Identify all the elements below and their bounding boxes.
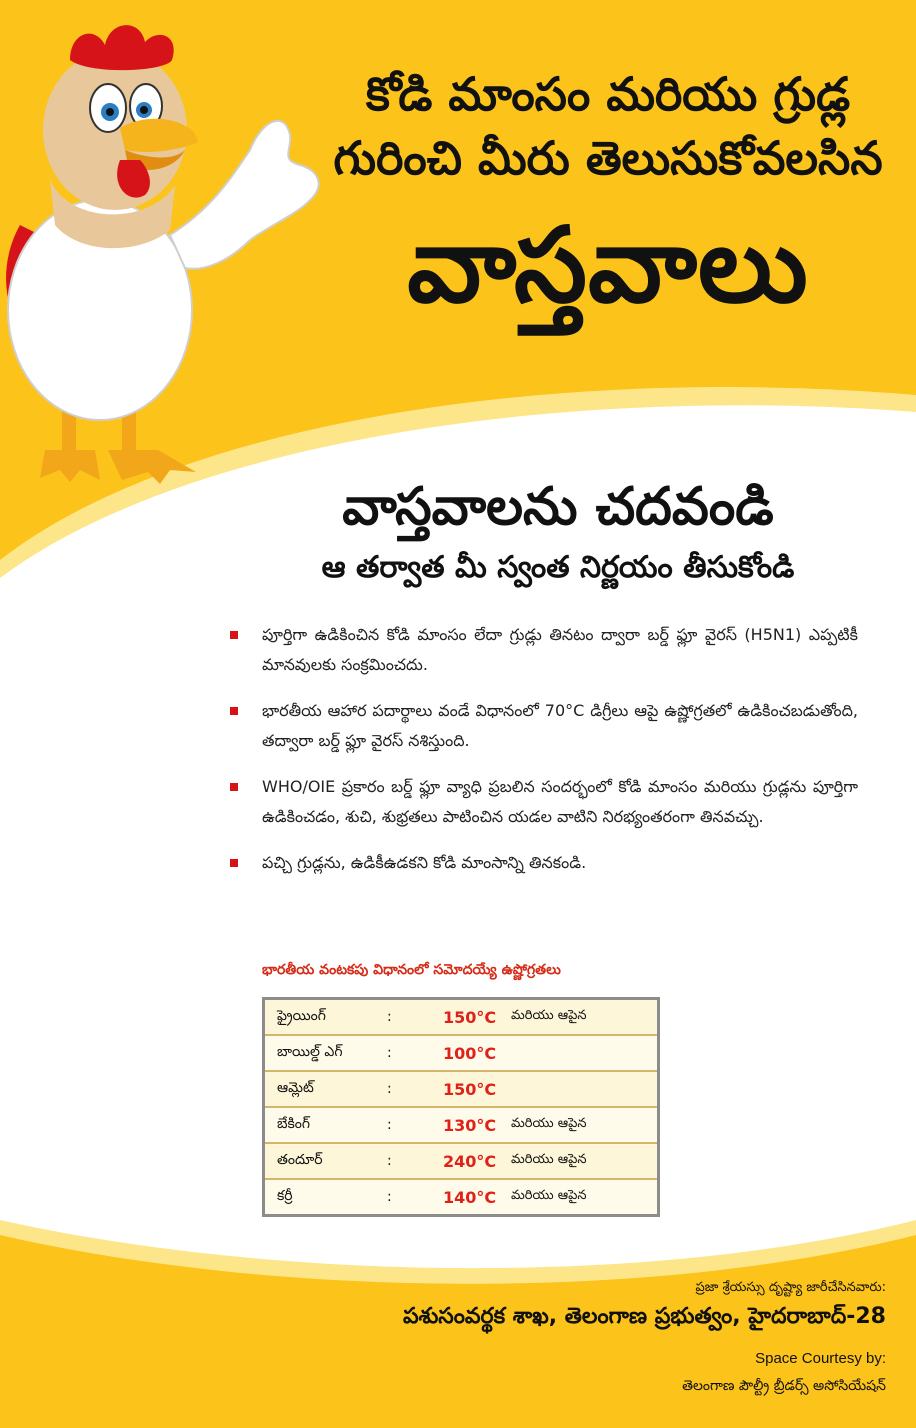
temperature-value: 100°C [443,1043,497,1063]
table-row [265,1034,657,1070]
fact-text: WHO/OIE ప్రకారం బర్డ్ ఫ్లూ వ్యాధి ప్రబలిన సందర్భంలో కోడి మాంసం మరియు గ్రుడ్లను పూర్తిగా ఉడికించడం, శుచి, శుభ్రతలు పాటించిన యడల వాటిని నిరభ్యంతరంగా తినవచ్చు. [262,777,858,826]
cooking-method: బాయిల్డ్ ఎగ్ [277,1043,343,1060]
separator: : [387,1081,392,1097]
table-row [265,1106,657,1142]
temperature-suffix: మరియు ఆపైన [511,1152,587,1167]
separator: : [387,1117,392,1133]
list-item [228,848,858,878]
temperature-suffix: మరియు ఆపైన [511,1116,587,1131]
list-item [228,620,858,680]
fact-text: భారతీయ ఆహార పదార్థాలు వండే విధానంలో 70°C డిగ్రీలు ఆపై ఉష్ణోగ్రతలో ఉడికించబడుతోంది, తద్వారా బర్డ్ ఫ్లూ వైరస్ నశిస్తుంది. [262,701,858,750]
table-row [265,1142,657,1178]
bullet-square-icon [230,631,238,639]
cooking-method: ఆమ్లెట్ [277,1079,314,1096]
temperature-suffix: మరియు ఆపైన [511,1188,587,1203]
table-row [265,1070,657,1106]
separator: : [387,1009,392,1025]
temperature-table [262,997,660,1217]
facts-list [228,620,858,894]
fact-text: పూర్తిగా ఉడికించిన కోడి మాంసం లేదా గ్రుడ్లు తినటం ద్వారా బర్డ్ ఫ్లూ వైరస్ (H5N1) ఎప్పటికీ మానవులకు సంక్రమించదు. [262,625,858,674]
sponsor-association: తెలంగాణ పౌల్ట్రీ బ్రీడర్స్ అసోసియేషన్ [682,1378,886,1394]
headline-line-1: కోడి మాంసం మరియు గ్రుడ్ల [365,67,851,121]
temperature-value: 240°C [443,1151,497,1171]
cooking-method: ఫ్రైయింగ్ [277,1007,326,1024]
list-item [228,772,858,832]
subheading-read-facts: వాస్తవాలను చదవండి [342,477,774,537]
rooster-mascot-icon [0,10,330,500]
temperature-table-caption: భారతీయ వంటకపు విధానంలో సమోదయ్యే ఉష్ణోగ్రతలు [262,962,561,978]
temperature-value: 140°C [443,1187,497,1207]
temperature-value: 150°C [443,1007,497,1027]
bullet-square-icon [230,707,238,715]
temperature-suffix: మరియు ఆపైన [511,1008,587,1023]
issuing-department: పశుసంవర్థక శాఖ, తెలంగాణ ప్రభుత్వం, హైదరాబాద్-28 [402,1304,886,1329]
space-courtesy-label: Space Courtesy by: [755,1350,886,1367]
bullet-square-icon [230,859,238,867]
issued-by-label: ప్రజా శ్రేయస్సు దృష్ట్యా జారీచేసినవారు: [695,1280,886,1295]
separator: : [387,1189,392,1205]
headline-main-word: వాస్తవాలు [407,204,809,326]
subheading-decide: ఆ తర్వాత మీ స్వంత నిర్ణయం తీసుకోండి [321,550,795,585]
table-row [265,1178,657,1214]
bullet-square-icon [230,783,238,791]
table-row [265,1000,657,1034]
list-item [228,696,858,756]
cooking-method: బేకింగ్ [277,1115,311,1132]
headline-line-2: గురించి మీరు తెలుసుకోవలసిన [333,131,883,185]
cooking-method: తందూర్ [277,1151,323,1168]
separator: : [387,1153,392,1169]
fact-text: పచ్చి గ్రుడ్లను, ఉడికీఉడకని కోడి మాంసాన్ని తినకండి. [262,853,587,872]
temperature-value: 130°C [443,1115,497,1135]
separator: : [387,1045,392,1061]
temperature-value: 150°C [443,1079,497,1099]
cooking-method: కర్రీ [277,1187,293,1204]
